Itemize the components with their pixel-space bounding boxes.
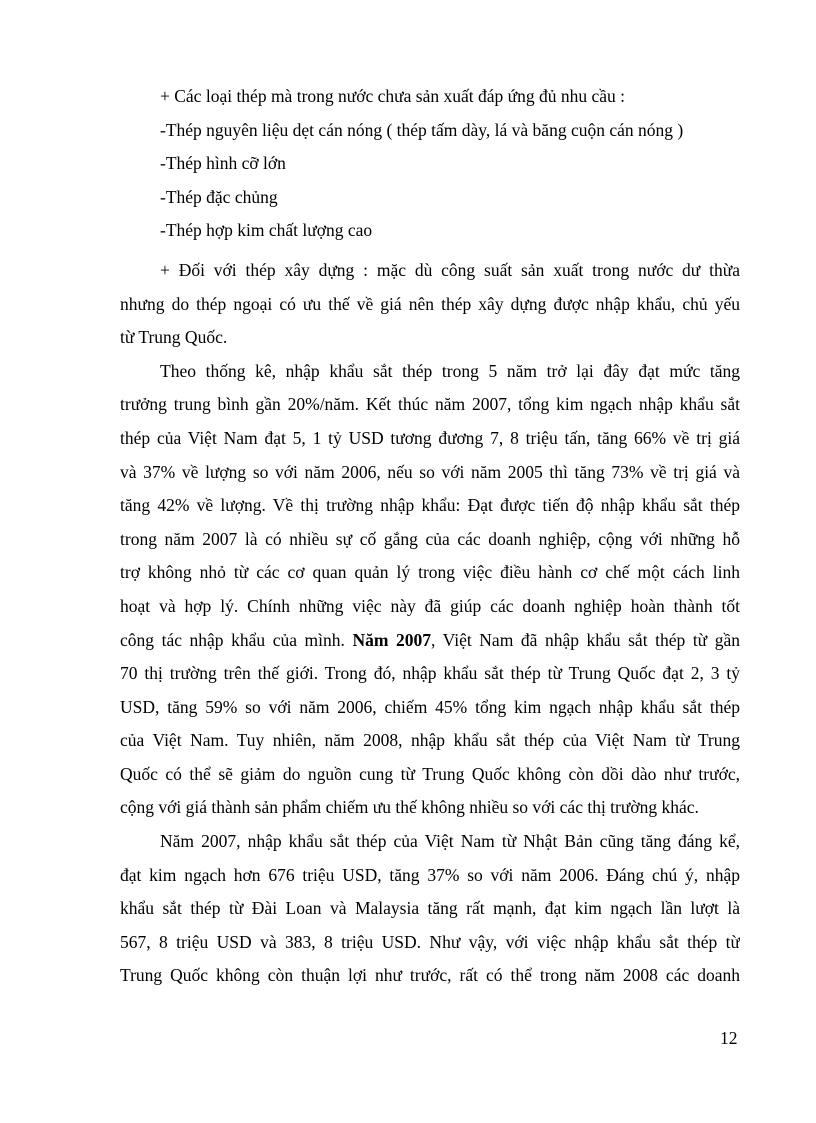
- paragraph-line: 567, 8 triệu USD và 383, 8 triệu USD. Như vậy, với việc nhập khẩu sắt thép từ: [120, 931, 740, 952]
- paragraph-line: Quốc có thể sẽ giảm do nguồn cung từ Trung Quốc không còn dồi dào như trước,: [120, 763, 740, 784]
- list-item: -Thép đặc chủng: [160, 186, 278, 207]
- paragraph-line: thép của Việt Nam đạt 5, 1 tỷ USD tương đương 7, 8 triệu tấn, tăng 66% về trị giá: [120, 427, 740, 448]
- paragraph-line: trợ không nhỏ từ các cơ quan quản lý trong việc điều hành cơ chế một cách linh: [120, 562, 740, 583]
- text-run: công tác nhập khẩu của mình.: [120, 629, 353, 650]
- paragraph-line: hoạt và hợp lý. Chính những việc này đã giúp các doanh nghiệp hoàn thành tốt: [120, 595, 740, 616]
- paragraph-line: đạt kim ngạch hơn 676 triệu USD, tăng 37% so với năm 2006. Đáng chú ý, nhập: [120, 864, 740, 885]
- paragraph-line: từ Trung Quốc.: [120, 327, 228, 348]
- text-run: , Việt Nam đã nhập khẩu sắt thép từ gần: [431, 629, 740, 650]
- paragraph-line: trưởng trung bình gần 20%/năm. Kết thúc năm 2007, tổng kim ngạch nhập khẩu sắt: [120, 394, 740, 415]
- paragraph-line: khẩu sắt thép từ Đài Loan và Malaysia tăng rất mạnh, đạt kim ngạch lần lượt là: [120, 898, 740, 919]
- paragraph-line: và 37% về lượng so với năm 2006, nếu so với năm 2005 thì tăng 73% về trị giá và: [120, 461, 740, 482]
- paragraph-line: Năm 2007, nhập khẩu sắt thép của Việt Nam từ Nhật Bản cũng tăng đáng kể,: [160, 831, 740, 852]
- list-item: -Thép hình cỡ lớn: [160, 153, 286, 174]
- paragraph-line: + Đối với thép xây dựng : mặc dù công suất sản xuất trong nước dư thừa: [160, 259, 740, 280]
- list-item: -Thép hợp kim chất lượng cao: [160, 220, 373, 241]
- paragraph-line: tăng 42% về lượng. Về thị trường nhập khẩu: Đạt được tiến độ nhập khẩu sắt thép: [120, 495, 740, 516]
- paragraph-line: Theo thống kê, nhập khẩu sắt thép trong 5 năm trở lại đây đạt mức tăng: [160, 360, 740, 381]
- body-text: [120, 80, 740, 993]
- list-item: -Thép nguyên liệu dẹt cán nóng ( thép tấm dày, lá và băng cuộn cán nóng ): [160, 119, 684, 140]
- paragraph-line: cộng với giá thành sản phẩm chiếm ưu thế không nhiều so với các thị trường khác.: [120, 797, 699, 818]
- paragraph-line: USD, tăng 59% so với năm 2006, chiếm 45% tổng kim ngạch nhập khẩu sắt thép: [120, 696, 740, 717]
- paragraph-line: của Việt Nam. Tuy nhiên, năm 2008, nhập khẩu sắt thép của Việt Nam từ Trung: [120, 730, 740, 751]
- paragraph-line: nhưng do thép ngoại có ưu thế về giá nên thép xây dựng được nhập khẩu, chủ yếu: [120, 293, 740, 314]
- paragraph-line: [120, 624, 740, 658]
- paragraph-line: 70 thị trường trên thế giới. Trong đó, nhập khẩu sắt thép từ Trung Quốc đạt 2, 3 tỷ: [120, 663, 740, 684]
- bold-year: Năm 2007: [352, 629, 432, 650]
- page-number: 12: [720, 1028, 738, 1048]
- paragraph-line: Trung Quốc không còn thuận lợi như trước, rất có thể trong năm 2008 các doanh: [120, 965, 740, 986]
- paragraph-line: trong năm 2007 là có nhiều sự cố gắng của các doanh nghiệp, cộng với những hỗ: [120, 528, 740, 549]
- list-intro: + Các loại thép mà trong nước chưa sản xuất đáp ứng đủ nhu cầu :: [160, 86, 626, 106]
